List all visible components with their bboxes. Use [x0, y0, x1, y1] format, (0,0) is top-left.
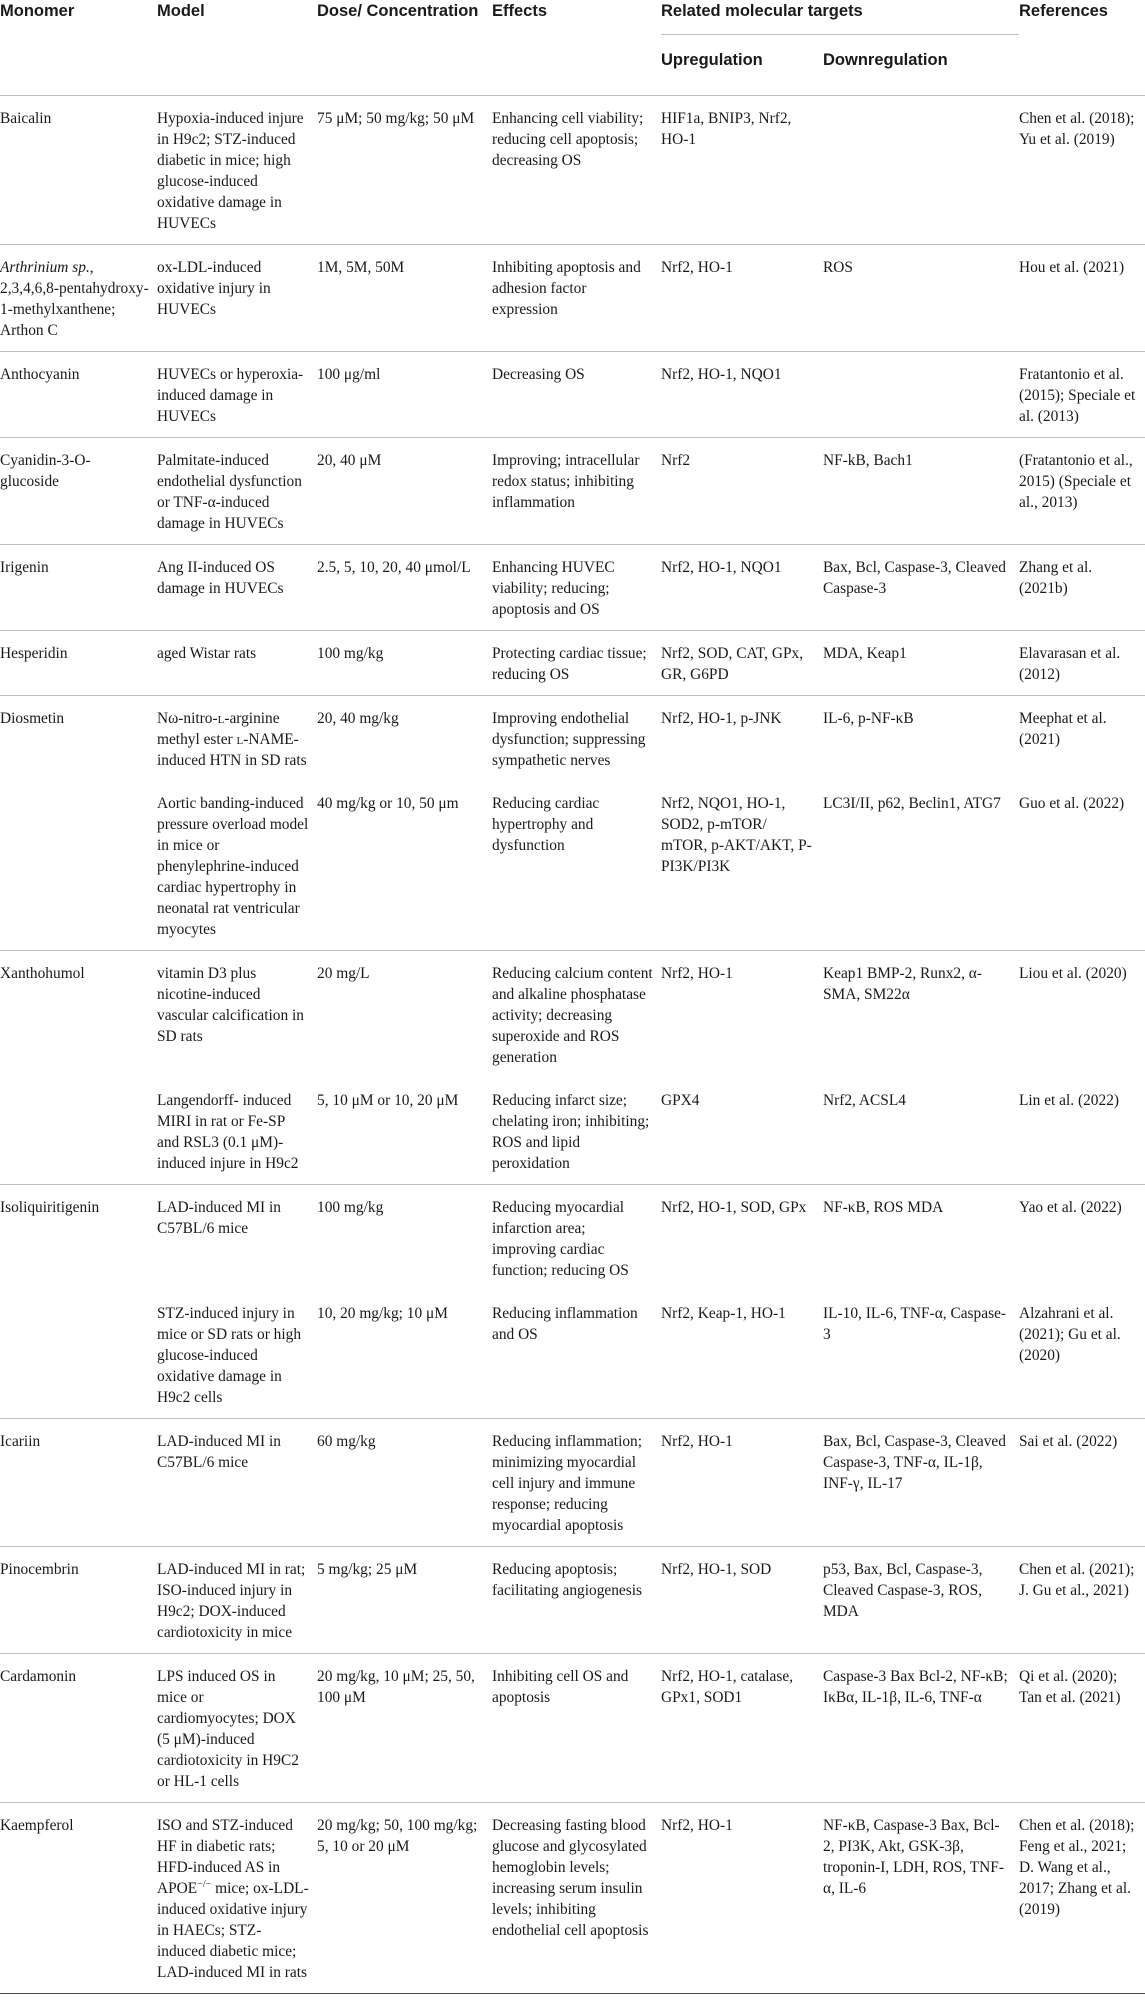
cell-references: Chen et al. (2018); Feng et al., 2021; D. Wang et al., 2017; Zhang et al. (2019) — [1019, 1803, 1145, 1994]
cell-dose: 75 μM; 50 mg/kg; 50 μM — [317, 96, 492, 245]
cell-model-part: mice; ox-LDL-induced oxidative injury in HAECs; STZ-induced diabetic mice; LAD-induced MI in rats — [157, 1880, 309, 1981]
header-upregulation: Upregulation — [661, 35, 823, 96]
table-row — [0, 1803, 1145, 1994]
cell-effects: Improving endothelial dysfunction; suppressing sympathetic nerves — [492, 710, 646, 769]
cell-effects: Reducing inflammation and OS — [492, 1291, 661, 1419]
cell-dose: 100 mg/kg — [317, 1199, 384, 1216]
cell-downregulation: Nrf2, ACSL4 — [823, 1078, 1019, 1185]
header-model: Model — [157, 0, 317, 96]
cell-references: Chen et al. (2018); Yu et al. (2019) — [1019, 96, 1145, 245]
cell-model: ox-LDL-induced oxidative injury in HUVECs — [157, 245, 317, 352]
cell-monomer — [0, 245, 157, 352]
cell-references: Elavarasan et al. (2012) — [1019, 631, 1145, 696]
cell-upregulation: Nrf2, NQO1, HO-1, SOD2, p-mTOR/ mTOR, p-AKT/AKT, P-PI3K/PI3K — [661, 781, 823, 951]
cell-downregulation: Caspase-3 Bax Bcl-2, NF-κB; IκBα, IL-1β, IL-6, TNF-α — [823, 1654, 1019, 1803]
cell-monomer: Icariin — [0, 1419, 157, 1547]
cell-dose: 60 mg/kg — [317, 1419, 492, 1547]
cell-model: LAD-induced MI in C57BL/6 mice — [157, 1419, 317, 1547]
cell-references: Sai et al. (2022) — [1019, 1419, 1145, 1547]
cell-downregulation: p53, Bax, Bcl, Caspase-3, Cleaved Caspase-3, ROS, MDA — [823, 1547, 1019, 1654]
cell-references: Alzahrani et al. (2021); Gu et al. (2020) — [1019, 1291, 1145, 1419]
cell-effects: Reducing inflammation; minimizing myocardial cell injury and immune response; reducing myocardial apoptosis — [492, 1419, 661, 1547]
cell-monomer: Cardamonin — [0, 1654, 157, 1803]
cell-monomer: Isoliquiritigenin — [0, 1199, 100, 1216]
cell-references: Liou et al. (2020) — [1019, 965, 1127, 982]
cell-upregulation: Nrf2, SOD, CAT, GPx, GR, G6PD — [661, 631, 823, 696]
cell-upregulation: HIF1a, BNIP3, Nrf2, HO-1 — [661, 96, 823, 245]
cell-model: STZ-induced injury in mice or SD rats or high glucose-induced oxidative damage in H9c2 cells — [157, 1291, 317, 1419]
cell-dose: 10, 20 mg/kg; 10 μM — [317, 1291, 492, 1419]
cell-upregulation: GPX4 — [661, 1078, 823, 1185]
cell-model: LAD-induced MI in rat; ISO-induced injury in H9c2; DOX-induced cardiotoxicity in mice — [157, 1547, 317, 1654]
cell-model: LPS induced OS in mice or cardiomyocytes; DOX (5 μM)-induced cardiotoxicity in H9C2 or HL-1 cells — [157, 1654, 317, 1803]
cell-monomer — [0, 781, 157, 951]
cell-model: Hypoxia-induced injure in H9c2; STZ-induced diabetic in mice; high glucose-induced oxidative damage in HUVECs — [157, 96, 317, 245]
cell-references: Fratantonio et al. (2015); Speciale et al. (2013) — [1019, 352, 1145, 438]
cell-references: (Fratantonio et al., 2015) (Speciale et al., 2013) — [1019, 438, 1145, 545]
cell-downregulation — [823, 352, 1019, 438]
cell-upregulation: Nrf2, Keap-1, HO-1 — [661, 1291, 823, 1419]
cell-dose: 5, 10 μM or 10, 20 μM — [317, 1078, 492, 1185]
header-references: References — [1019, 0, 1145, 96]
table-row — [0, 352, 1145, 438]
cell-upregulation: Nrf2, HO-1 — [661, 1803, 823, 1994]
cell-dose: 20 mg/L — [317, 965, 370, 982]
cell-effects: Reducing calcium content and alkaline phosphatase activity; decreasing superoxide and ROS generation — [492, 965, 653, 1066]
cell-downregulation: MDA, Keap1 — [823, 631, 1019, 696]
cell-references: Zhang et al. (2021b) — [1019, 545, 1145, 631]
table-row — [0, 245, 1145, 352]
table-row — [0, 545, 1145, 631]
cell-effects: Reducing apoptosis; facilitating angiogenesis — [492, 1547, 661, 1654]
cell-monomer: Hesperidin — [0, 631, 157, 696]
cell-model: vitamin D3 plus nicotine-induced vascular calcification in SD rats — [157, 965, 304, 1045]
cell-upregulation: Nrf2, HO-1, NQO1 — [661, 352, 823, 438]
cell-monomer: Irigenin — [0, 545, 157, 631]
cell-effects: Enhancing HUVEC viability; reducing; apoptosis and OS — [492, 545, 661, 631]
cell-monomer: Xanthohumol — [0, 965, 85, 982]
cell-dose: 40 mg/kg or 10, 50 μm — [317, 781, 492, 951]
cell-upregulation: Nrf2, HO-1, NQO1 — [661, 545, 823, 631]
cell-references: Lin et al. (2022) — [1019, 1078, 1145, 1185]
table-body — [0, 96, 1145, 1994]
cell-effects: Improving; intracellular redox status; inhibiting inflammation — [492, 438, 661, 545]
cell-model-superscript: −/− — [197, 1878, 212, 1890]
table-row — [0, 1078, 1145, 1185]
cell-effects: Enhancing cell viability; reducing cell apoptosis; decreasing OS — [492, 96, 661, 245]
cell-downregulation — [823, 96, 1019, 245]
cell-model-part: ISO and STZ-induced HF in diabetic rats; HFD-induced AS in APOE — [157, 1817, 293, 1897]
cell-downregulation: IL-10, IL-6, TNF-α, Caspase-3 — [823, 1291, 1019, 1419]
table-header — [0, 0, 1145, 96]
cell-model — [157, 696, 317, 782]
table-row — [0, 696, 1145, 782]
cell-dose: 20, 40 μM — [317, 438, 492, 545]
cell-monomer: Diosmetin — [0, 710, 65, 727]
cell-model — [157, 1803, 317, 1994]
table-row — [0, 1185, 1145, 1292]
cell-effects: Inhibiting apoptosis and adhesion factor expression — [492, 245, 661, 352]
cell-upregulation: Nrf2 — [661, 438, 823, 545]
cell-downregulation: ROS — [823, 245, 1019, 352]
header-downregulation: Downregulation — [823, 35, 1019, 96]
cell-monomer — [0, 1078, 157, 1185]
cell-upregulation: Nrf2, HO-1, SOD, GPx — [661, 1199, 807, 1216]
header-targets: Related molecular targets — [661, 0, 1019, 35]
cell-upregulation: Nrf2, HO-1, p-JNK — [661, 710, 782, 727]
table-row — [0, 1419, 1145, 1547]
header-dose: Dose/ Concentration — [317, 0, 492, 96]
table-row — [0, 1654, 1145, 1803]
cell-model: LAD-induced MI in C57BL/6 mice — [157, 1199, 281, 1237]
header-effects: Effects — [492, 0, 661, 96]
cell-monomer-italic: Arthrinium sp. — [0, 259, 90, 276]
cell-dose: 100 μg/ml — [317, 352, 492, 438]
cell-dose: 2.5, 5, 10, 20, 40 μmol/L — [317, 545, 492, 631]
cell-upregulation: Nrf2, HO-1, SOD — [661, 1547, 823, 1654]
cell-downregulation: IL-6, p-NF-κB — [823, 710, 914, 727]
cell-effects: Protecting cardiac tissue; reducing OS — [492, 631, 661, 696]
cell-model-part: -NAME-induced HTN in SD rats — [157, 731, 307, 769]
header-monomer: Monomer — [0, 0, 157, 96]
cell-downregulation: LC3I/II, p62, Beclin1, ATG7 — [823, 781, 1019, 951]
cell-upregulation: Nrf2, HO-1 — [661, 245, 823, 352]
cell-downregulation: Bax, Bcl, Caspase-3, Cleaved Caspase-3 — [823, 545, 1019, 631]
cell-monomer: Anthocyanin — [0, 352, 157, 438]
cell-references: Hou et al. (2021) — [1019, 245, 1145, 352]
cell-dose: 1M, 5M, 50M — [317, 245, 492, 352]
cell-dose: 20 mg/kg; 50, 100 mg/kg; 5, 10 or 20 μM — [317, 1803, 492, 1994]
cell-monomer-rest: , 2,3,4,6,8-pentahydroxy-1-methylxanthene; Arthon C — [0, 259, 149, 339]
cell-upregulation: Nrf2, HO-1 — [661, 965, 733, 982]
cell-effects: Reducing myocardial infarction area; improving cardiac function; reducing OS — [492, 1199, 629, 1279]
cell-references: Qi et al. (2020); Tan et al. (2021) — [1019, 1654, 1145, 1803]
cell-monomer: Baicalin — [0, 96, 157, 245]
cell-references: Guo et al. (2022) — [1019, 781, 1145, 951]
cell-upregulation: Nrf2, HO-1, catalase, GPx1, SOD1 — [661, 1654, 823, 1803]
cell-model-part: Nω-nitro- — [157, 710, 218, 727]
cell-references: Yao et al. (2022) — [1019, 1199, 1122, 1216]
cell-model: HUVECs or hyperoxia-induced damage in HUVECs — [157, 352, 317, 438]
cell-model-part: -arginine methyl ester — [157, 710, 280, 748]
cell-effects: Reducing cardiac hypertrophy and dysfunction — [492, 781, 661, 951]
cell-model-smallcaps: l — [217, 710, 225, 727]
cell-monomer: Kaempferol — [0, 1803, 157, 1994]
cell-downregulation: NF-κB, Caspase-3 Bax, Bcl-2, PI3K, Akt, GSK-3β, troponin-I, LDH, ROS, TNF-α, IL-6 — [823, 1803, 1019, 1994]
table-row — [0, 1547, 1145, 1654]
cell-upregulation: Nrf2, HO-1 — [661, 1419, 823, 1547]
cell-effects: Decreasing OS — [492, 352, 661, 438]
table-row — [0, 781, 1145, 951]
cell-dose: 20, 40 mg/kg — [317, 710, 399, 727]
cell-effects: Decreasing fasting blood glucose and glycosylated hemoglobin levels; increasing serum insulin levels; inhibiting endothelial cell apoptosis — [492, 1803, 661, 1994]
cell-model: Aortic banding-induced pressure overload model in mice or phenylephrine-induced cardiac hypertrophy in neonatal rat ventricular myocytes — [157, 781, 317, 951]
cell-model-smallcaps: l — [236, 731, 244, 748]
cell-downregulation: NF-κB, ROS MDA — [823, 1199, 944, 1216]
cell-monomer — [0, 1291, 157, 1419]
cell-downregulation: Keap1 BMP-2, Runx2, α-SMA, SM22α — [823, 965, 982, 1003]
table-row — [0, 1291, 1145, 1419]
table-row — [0, 631, 1145, 696]
cell-model: Ang II-induced OS damage in HUVECs — [157, 545, 317, 631]
cell-references: Meephat et al. (2021) — [1019, 710, 1107, 748]
cell-monomer: Pinocembrin — [0, 1547, 157, 1654]
table-row — [0, 96, 1145, 245]
cell-effects: Reducing infarct size; chelating iron; inhibiting; ROS and lipid peroxidation — [492, 1078, 661, 1185]
cell-effects: Inhibiting cell OS and apoptosis — [492, 1654, 661, 1803]
table-row — [0, 438, 1145, 545]
cell-monomer: Cyanidin-3-O-glucoside — [0, 438, 157, 545]
cell-model: aged Wistar rats — [157, 631, 317, 696]
cell-dose: 20 mg/kg, 10 μM; 25, 50, 100 μM — [317, 1654, 492, 1803]
cell-model: Palmitate-induced endothelial dysfunction or TNF-α-induced damage in HUVECs — [157, 438, 317, 545]
cell-downregulation: Bax, Bcl, Caspase-3, Cleaved Caspase-3, TNF-α, IL-1β, INF-γ, IL-17 — [823, 1419, 1019, 1547]
table-row — [0, 951, 1145, 1079]
cell-dose: 100 mg/kg — [317, 631, 492, 696]
cell-references: Chen et al. (2021); J. Gu et al., 2021) — [1019, 1547, 1145, 1654]
cell-dose: 5 mg/kg; 25 μM — [317, 1547, 492, 1654]
cell-downregulation: NF-kB, Bach1 — [823, 438, 1019, 545]
cell-model: Langendorff- induced MIRI in rat or Fe-SP and RSL3 (0.1 μM)-induced injure in H9c2 — [157, 1078, 317, 1185]
